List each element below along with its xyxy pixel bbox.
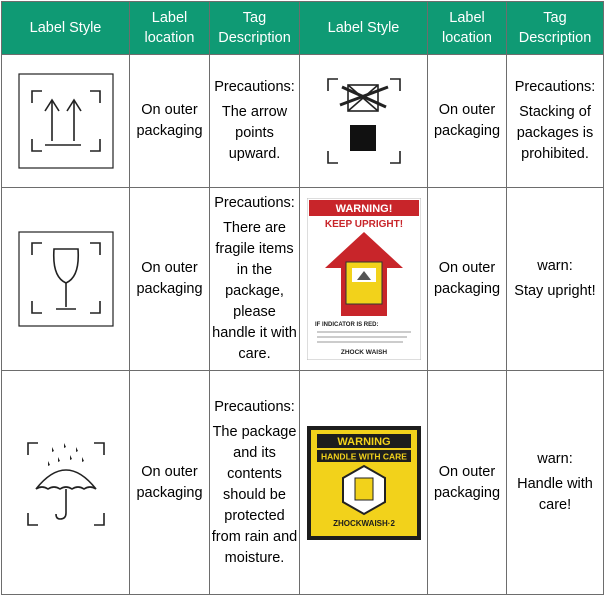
label-caution-text: CAUTION (397, 278, 404, 302)
header-label-location: Label location (130, 2, 210, 55)
description-title: warn: (537, 258, 573, 274)
tag-description (507, 188, 604, 371)
label-location: On outer packaging (428, 371, 507, 595)
label-style-cell (2, 55, 130, 188)
label-location: On outer packaging (428, 55, 507, 188)
label-keep-text: KEEP UPRIGHT! (324, 219, 403, 230)
keep-dry-umbrella-icon (18, 435, 114, 531)
description-title: Precautions: (514, 79, 596, 95)
label-warning-text: WARNING (336, 435, 391, 448)
description-body: The arrow points upward. (221, 104, 288, 162)
label-indicator-text: IF INDICATOR IS RED: (314, 322, 378, 328)
label-style-cell (2, 371, 130, 595)
tag-description (210, 55, 300, 188)
label-location: On outer packaging (428, 188, 507, 371)
header-tag-description: Tag Description (210, 2, 300, 55)
tag-description (507, 55, 604, 188)
header-label-style: Label Style (300, 2, 428, 55)
tag-description (210, 371, 300, 595)
description-body: Handle with care! (517, 476, 593, 513)
label-caution-text: CAUTION (325, 278, 332, 302)
label-style-cell (300, 55, 428, 188)
label-brand-text: ZHOCKWAISH·2 (332, 518, 395, 528)
label-style-cell (300, 188, 428, 371)
table-row (2, 371, 604, 595)
label-location: On outer packaging (130, 55, 210, 188)
table-row (2, 188, 604, 371)
label-location: On outer packaging (130, 371, 210, 595)
description-title: Precautions: (214, 398, 295, 415)
label-warning-text: WARNING! (335, 203, 392, 215)
description-title: Precautions: (214, 195, 295, 211)
header-label-location: Label location (428, 2, 507, 55)
header-row (2, 2, 604, 55)
label-handle-text: HANDLE WITH CARE (320, 451, 407, 461)
description-body: The package and its contents should be protected from rain and moisture. (211, 423, 298, 566)
handle-with-care-shock-label (307, 426, 421, 540)
do-not-stack-icon (314, 73, 414, 169)
description-body: There are fragile items in the package, please handle it with care. (212, 220, 297, 362)
keep-upright-indicator-label (307, 198, 421, 360)
label-location: On outer packaging (130, 188, 210, 371)
this-way-up-arrows-icon (18, 73, 114, 169)
label-table (1, 1, 604, 595)
table-row (2, 55, 604, 188)
label-style-cell (2, 188, 130, 371)
header-label-style: Label Style (2, 2, 130, 55)
tag-description (210, 188, 300, 371)
label-style-cell (300, 371, 428, 595)
label-brand-text: ZHOCK WAISH (340, 349, 387, 356)
header-tag-description: Tag Description (507, 2, 604, 55)
tag-description (507, 371, 604, 595)
fragile-glass-icon (18, 231, 114, 327)
description-body: Stacking of packages is prohibited. (516, 104, 594, 162)
description-title: warn: (537, 451, 573, 467)
description-body: Stay upright! (514, 283, 596, 299)
description-title: Precautions: (214, 79, 295, 95)
